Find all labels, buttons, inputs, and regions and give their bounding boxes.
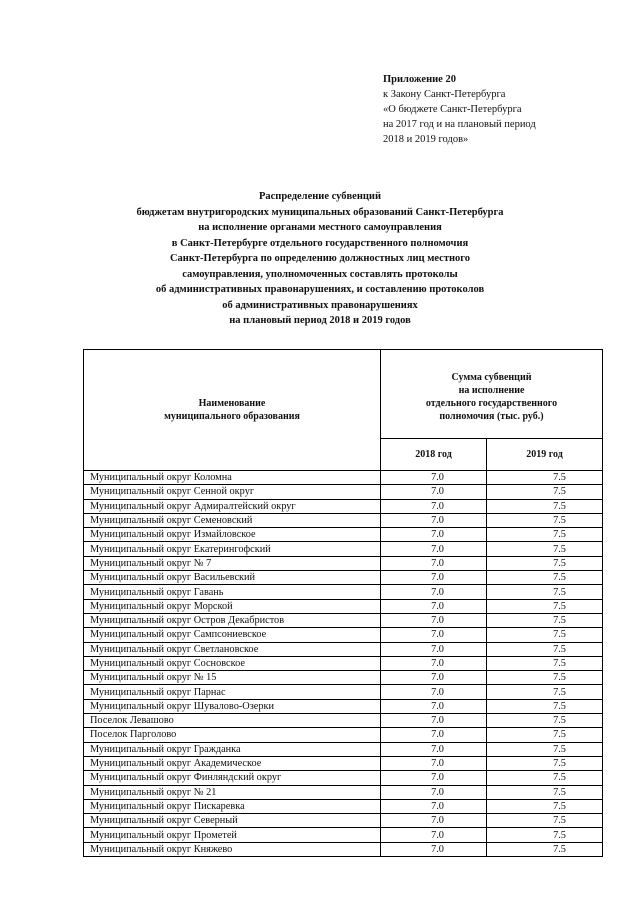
row-2019-cell: 7.5 [487, 528, 603, 542]
row-2019-cell: 7.5 [487, 785, 603, 799]
row-name-cell: Муниципальный округ Измайловское [84, 528, 381, 542]
appendix-line: к Закону Санкт-Петербурга [383, 89, 506, 100]
row-2018-cell: 7.0 [381, 628, 487, 642]
row-2018-cell: 7.0 [381, 528, 487, 542]
row-2018-cell: 7.0 [381, 599, 487, 613]
row-name-cell: Муниципальный округ Шувалово-Озерки [84, 699, 381, 713]
row-2018-cell: 7.0 [381, 814, 487, 828]
row-2019-cell: 7.5 [487, 671, 603, 685]
table-row [84, 771, 603, 785]
row-name-cell: Муниципальный округ № 21 [84, 785, 381, 799]
row-2019-cell: 7.5 [487, 742, 603, 756]
table-row [84, 499, 603, 513]
column-header-2019: 2019 год [487, 439, 603, 471]
table-row [84, 756, 603, 770]
title-line: об административных правонарушениях [222, 299, 418, 311]
table-row [84, 571, 603, 585]
header-line: полномочия (тыс. руб.) [439, 411, 544, 422]
table-row [84, 742, 603, 756]
table-row [84, 728, 603, 742]
title-line: на плановый период 2018 и 2019 годов [229, 315, 411, 326]
row-2019-cell: 7.5 [487, 828, 603, 842]
header-line: Наименование [198, 398, 266, 409]
row-2018-cell: 7.0 [381, 671, 487, 685]
appendix-heading: Приложение 20 [383, 74, 456, 85]
row-2019-cell: 7.5 [487, 728, 603, 742]
appendix-line: 2018 и 2019 годов» [383, 134, 469, 145]
row-2018-cell: 7.0 [381, 742, 487, 756]
row-2018-cell: 7.0 [381, 556, 487, 570]
row-2018-cell: 7.0 [381, 685, 487, 699]
title-line: Санкт-Петербурга по определению должностных лиц местного [169, 253, 471, 264]
header-line: на исполнение [458, 385, 525, 396]
row-2018-cell: 7.0 [381, 542, 487, 556]
row-2019-cell: 7.5 [487, 556, 603, 570]
row-2018-cell: 7.0 [381, 485, 487, 499]
row-name-cell: Муниципальный округ Академическое [84, 756, 381, 770]
row-2019-cell: 7.5 [487, 685, 603, 699]
header-line: отдельного государственного [425, 398, 558, 409]
row-2018-cell: 7.0 [381, 771, 487, 785]
row-name-cell: Муниципальный округ Гражданка [84, 742, 381, 756]
title-line: об административных правонарушениях, и составлению протоколов [155, 284, 485, 295]
row-2019-cell: 7.5 [487, 628, 603, 642]
row-2018-cell: 7.0 [381, 613, 487, 627]
row-name-cell: Муниципальный округ Северный [84, 814, 381, 828]
row-2018-cell: 7.0 [381, 499, 487, 513]
table-row [84, 699, 603, 713]
table-row [84, 599, 603, 613]
document-title [60, 189, 580, 329]
subvention-table [83, 349, 603, 857]
row-2019-cell: 7.5 [487, 799, 603, 813]
row-2019-cell: 7.5 [487, 499, 603, 513]
row-2019-cell: 7.5 [487, 771, 603, 785]
row-2018-cell: 7.0 [381, 471, 487, 485]
column-header-2018: 2018 год [381, 439, 487, 471]
row-name-cell: Муниципальный округ Гавань [84, 585, 381, 599]
row-name-cell: Муниципальный округ Парнас [84, 685, 381, 699]
table-row [84, 842, 603, 856]
row-2018-cell: 7.0 [381, 828, 487, 842]
appendix-block [383, 72, 536, 147]
title-line: бюджетам внутригородских муниципальных образований Санкт-Петербурга [136, 206, 504, 218]
row-2018-cell: 7.0 [381, 642, 487, 656]
row-2018-cell: 7.0 [381, 714, 487, 728]
row-2018-cell: 7.0 [381, 842, 487, 856]
row-2019-cell: 7.5 [487, 485, 603, 499]
row-name-cell: Муниципальный округ Морской [84, 599, 381, 613]
row-name-cell: Муниципальный округ № 7 [84, 556, 381, 570]
row-name-cell: Муниципальный округ Коломна [84, 471, 381, 485]
row-2018-cell: 7.0 [381, 585, 487, 599]
row-name-cell: Муниципальный округ Финляндский округ [84, 771, 381, 785]
table-row [84, 714, 603, 728]
column-header-name [84, 350, 381, 471]
row-2019-cell: 7.5 [487, 756, 603, 770]
row-name-cell: Муниципальный округ Светлановское [84, 642, 381, 656]
row-name-cell: Муниципальный округ Адмиралтейский округ [84, 499, 381, 513]
table-row [84, 671, 603, 685]
row-name-cell: Муниципальный округ Екатерингофский [84, 542, 381, 556]
row-2018-cell: 7.0 [381, 656, 487, 670]
row-name-cell: Муниципальный округ Сампсониевское [84, 628, 381, 642]
row-name-cell: Поселок Левашово [84, 714, 381, 728]
table-row [84, 513, 603, 527]
column-header-sum [381, 350, 603, 439]
table-row [84, 642, 603, 656]
title-line: Распределение субвенций [258, 191, 382, 202]
row-2018-cell: 7.0 [381, 728, 487, 742]
table-row [84, 828, 603, 842]
table-row [84, 471, 603, 485]
table-row [84, 814, 603, 828]
row-2019-cell: 7.5 [487, 656, 603, 670]
row-2019-cell: 7.5 [487, 542, 603, 556]
row-name-cell: Муниципальный округ Семеновский [84, 513, 381, 527]
row-name-cell: Поселок Парголово [84, 728, 381, 742]
row-2019-cell: 7.5 [487, 599, 603, 613]
row-2019-cell: 7.5 [487, 471, 603, 485]
table-row [84, 556, 603, 570]
row-2018-cell: 7.0 [381, 756, 487, 770]
row-2019-cell: 7.5 [487, 642, 603, 656]
row-2019-cell: 7.5 [487, 714, 603, 728]
row-name-cell: Муниципальный округ Прометей [84, 828, 381, 842]
row-name-cell: Муниципальный округ Пискаревка [84, 799, 381, 813]
row-2018-cell: 7.0 [381, 513, 487, 527]
header-line: муниципального образования [164, 411, 300, 422]
row-2019-cell: 7.5 [487, 585, 603, 599]
row-name-cell: Муниципальный округ Княжево [84, 842, 381, 856]
appendix-line: «О бюджете Санкт-Петербурга [383, 104, 522, 115]
table-row [84, 685, 603, 699]
title-line: в Санкт-Петербурге отдельного государственного полномочия [171, 237, 469, 249]
row-2019-cell: 7.5 [487, 613, 603, 627]
table-row [84, 542, 603, 556]
row-name-cell: Муниципальный округ Сосновское [84, 656, 381, 670]
row-2018-cell: 7.0 [381, 785, 487, 799]
row-name-cell: Муниципальный округ № 15 [84, 671, 381, 685]
appendix-line: на 2017 год и на плановый период [383, 119, 536, 130]
table-row [84, 799, 603, 813]
title-line: на исполнение органами местного самоуправления [198, 222, 442, 233]
table-row [84, 628, 603, 642]
row-2019-cell: 7.5 [487, 513, 603, 527]
row-name-cell: Муниципальный округ Васильевский [84, 571, 381, 585]
row-2018-cell: 7.0 [381, 699, 487, 713]
row-2019-cell: 7.5 [487, 571, 603, 585]
row-name-cell: Муниципальный округ Остров Декабристов [84, 613, 381, 627]
table-row [84, 613, 603, 627]
row-2018-cell: 7.0 [381, 799, 487, 813]
row-2019-cell: 7.5 [487, 699, 603, 713]
title-line: самоуправления, уполномоченных составлять протоколы [182, 268, 458, 280]
table-row [84, 585, 603, 599]
header-line: Сумма субвенций [451, 372, 532, 383]
table-row [84, 656, 603, 670]
table-row [84, 528, 603, 542]
table-row [84, 485, 603, 499]
row-2019-cell: 7.5 [487, 842, 603, 856]
row-2019-cell: 7.5 [487, 814, 603, 828]
row-2018-cell: 7.0 [381, 571, 487, 585]
table-row [84, 785, 603, 799]
row-name-cell: Муниципальный округ Сенной округ [84, 485, 381, 499]
